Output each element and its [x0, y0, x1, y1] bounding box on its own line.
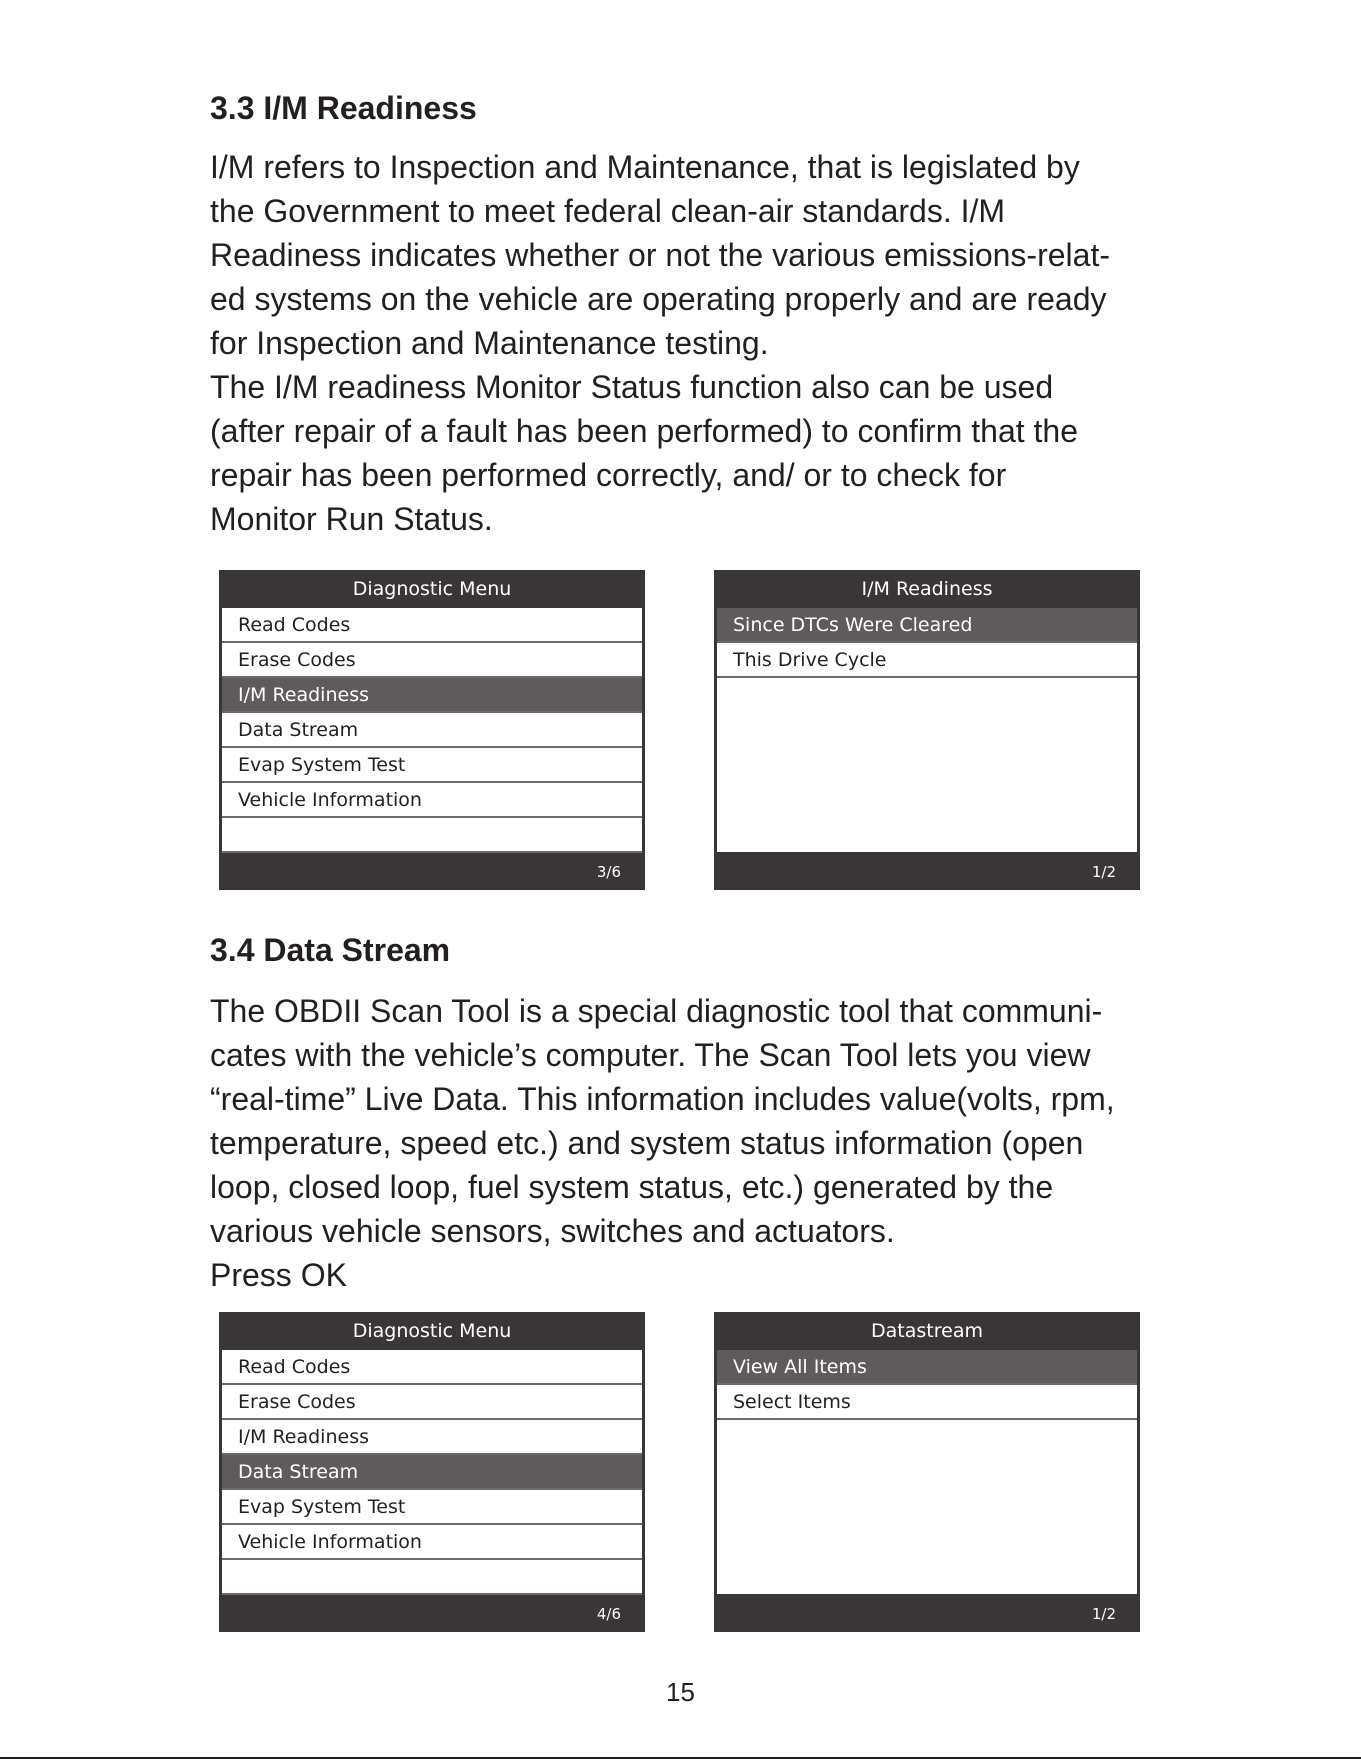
menu-item-data-stream[interactable]: Data Stream	[222, 713, 642, 748]
menu-item-im-readiness[interactable]: I/M Readiness	[222, 1420, 642, 1455]
menu-item-view-all-items[interactable]: View All Items	[717, 1350, 1137, 1385]
paragraph-line: The I/M readiness Monitor Status function also can be used	[210, 369, 1054, 405]
menu-item-select-items[interactable]: Select Items	[717, 1385, 1137, 1420]
bottom-rule	[0, 1757, 1361, 1759]
menu-item-read-codes[interactable]: Read Codes	[222, 1350, 642, 1385]
paragraph-line: Monitor Run Status.	[210, 501, 493, 537]
paragraph-line: repair has been performed correctly, and/ or to check for	[210, 457, 1007, 493]
menu-item-data-stream[interactable]: Data Stream	[222, 1455, 642, 1490]
page-indicator: 1/2	[1091, 863, 1116, 881]
screen-title: Diagnostic Menu	[352, 578, 512, 600]
paragraph-line: Press OK	[210, 1257, 347, 1293]
screen-title: Diagnostic Menu	[352, 1320, 512, 1342]
paragraph-line: ed systems on the vehicle are operating properly and are ready	[210, 281, 1107, 317]
menu-item-im-readiness[interactable]: I/M Readiness	[222, 678, 642, 713]
diagnostic-menu-screen	[219, 1312, 645, 1632]
section-3-4-paragraph	[210, 989, 1170, 1297]
paragraph-line: The OBDII Scan Tool is a special diagnostic tool that communi-	[210, 993, 1103, 1029]
menu-item-since-dtcs-cleared[interactable]: Since DTCs Were Cleared	[717, 608, 1137, 643]
page-indicator: 1/2	[1091, 1605, 1116, 1623]
section-3-4-heading: 3.4 Data Stream	[210, 932, 451, 968]
page-indicator: 3/6	[596, 863, 621, 881]
section-3-3-paragraph	[210, 145, 1170, 541]
section-3-3-heading: 3.3 I/M Readiness	[210, 90, 477, 126]
menu-list	[717, 608, 1137, 852]
paragraph-line: loop, closed loop, fuel system status, etc.) generated by the	[210, 1169, 1054, 1205]
menu-list	[222, 608, 642, 852]
menu-item-vehicle-information[interactable]: Vehicle Information	[222, 783, 642, 818]
menu-item-read-codes[interactable]: Read Codes	[222, 608, 642, 643]
paragraph-line: for Inspection and Maintenance testing.	[210, 325, 769, 361]
page-indicator: 4/6	[596, 1605, 621, 1623]
paragraph-line: Readiness indicates whether or not the various emissions-relat-	[210, 237, 1110, 273]
menu-list	[222, 1350, 642, 1594]
menu-item-erase-codes[interactable]: Erase Codes	[222, 643, 642, 678]
screen-title: I/M Readiness	[861, 578, 993, 600]
menu-item-evap-system-test[interactable]: Evap System Test	[222, 1490, 642, 1525]
menu-list	[717, 1350, 1137, 1594]
diagnostic-menu-screen	[219, 570, 645, 890]
paragraph-line: (after repair of a fault has been performed) to confirm that the	[210, 413, 1078, 449]
menu-item-evap-system-test[interactable]: Evap System Test	[222, 748, 642, 783]
paragraph-line: various vehicle sensors, switches and actuators.	[210, 1213, 895, 1249]
menu-item-erase-codes[interactable]: Erase Codes	[222, 1385, 642, 1420]
menu-item-this-drive-cycle[interactable]: This Drive Cycle	[717, 643, 1137, 678]
paragraph-line: “real-time” Live Data. This information includes value(volts, rpm,	[210, 1081, 1115, 1117]
menu-item-empty	[222, 818, 642, 853]
im-readiness-screen	[714, 570, 1140, 890]
paragraph-line: temperature, speed etc.) and system status information (open	[210, 1125, 1084, 1161]
page-number: 15	[666, 1677, 695, 1707]
menu-item-vehicle-information[interactable]: Vehicle Information	[222, 1525, 642, 1560]
paragraph-line: cates with the vehicle’s computer. The Scan Tool lets you view	[210, 1037, 1091, 1073]
datastream-screen	[714, 1312, 1140, 1632]
paragraph-line: I/M refers to Inspection and Maintenance, that is legislated by	[210, 149, 1080, 185]
screen-title: Datastream	[871, 1320, 983, 1342]
paragraph-line: the Government to meet federal clean-air standards. I/M	[210, 193, 1006, 229]
menu-item-empty	[222, 1560, 642, 1595]
